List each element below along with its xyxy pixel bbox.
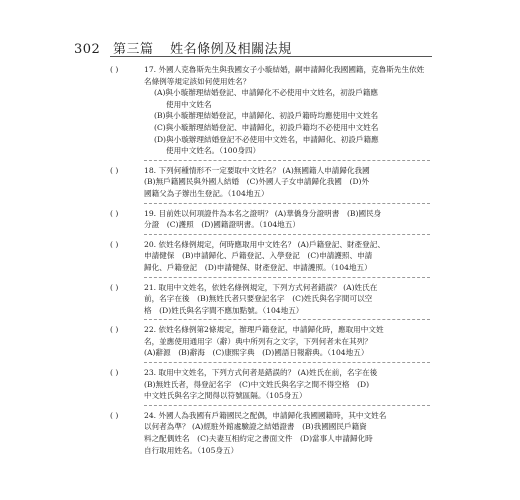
option-line: (B)與小璇辦理結婚登記，申請歸化、初設戶籍時均應使用中文姓名 [154, 111, 379, 121]
option-line: (A)辭源 (B)辭海 (C)康熙字典 (D)國語日報辭典。（104地五） [144, 348, 369, 358]
question-24 [110, 410, 430, 456]
question-19 [110, 208, 430, 231]
question-21 [110, 282, 430, 317]
answer-blank[interactable]: ( ) [110, 239, 119, 249]
option-line: 使用中文姓名。（100身四） [166, 146, 261, 156]
option-line: 格 (D)姓氏與名字間不應加點號。（104地五） [144, 305, 304, 315]
question-stem: 17. 外國人克魯斯先生與我國女子小璇結婚，嗣申請歸化我國國籍，克魯斯先生依姓名條例等規定該如何使用姓名？ [144, 65, 425, 86]
option-line: 名，並應使用通用字（辭）典中所列有之文字，下列何者未在其列？ [144, 336, 372, 346]
question-stem: 21. 取用中文姓名，依姓名條例規定，下列方式何者錯誤？ (A)姓氏在 [144, 282, 378, 292]
question-divider [144, 203, 430, 204]
option-line: (B)無戶籍國民與外國人結婚 (C)外國人子女申請歸化我國 (D)外 [144, 177, 370, 187]
question-divider [144, 405, 430, 406]
question-divider [144, 160, 430, 161]
option-line: 歸化、戶籍登記 (D)申請健保、財產登記、申請護照。（104地五） [144, 262, 372, 272]
question-divider [144, 362, 430, 363]
answer-blank[interactable]: ( ) [110, 165, 119, 175]
option-line: (A)與小璇辦理結婚登記、申請歸化不必使用中文姓名，初設戶籍應 [154, 88, 379, 98]
option-line: 分證 (C)護照 (D)國籍證明書。（104地五） [144, 220, 300, 230]
answer-blank[interactable]: ( ) [110, 65, 119, 74]
page-number: 302 [74, 42, 101, 57]
question-divider [144, 319, 430, 320]
option-line: 自行取用姓名。（105身五） [144, 445, 239, 455]
question-stem: 18. 下列何種情形不一定要取中文姓名？ (A)無國籍人申請歸化我國 [144, 165, 370, 175]
option-line: 國籍父為子辦出生登記。（104地五） [144, 188, 269, 198]
running-header [74, 38, 292, 57]
option-line: (D)與小璇辦理結婚登記不必使用中文姓名，申請歸化、初設戶籍應 [154, 134, 379, 144]
question-18 [110, 165, 430, 200]
question-17 [110, 64, 430, 157]
chapter-title: 姓名條例及相關法規 [170, 42, 292, 57]
part-label: 第三篇 [112, 42, 154, 57]
question-list [110, 64, 430, 456]
option-line: (B)無姓氏者，得登記名字 (C)中文姓氏與名字之間不得空格 (D) [144, 379, 370, 389]
question-23 [110, 367, 430, 402]
option-line: 前，名字在後 (B)無姓氏者只要登記名字 (C)姓氏與名字間可以空 [144, 294, 373, 304]
question-stem: 19. 目前姓以何項證件為本名之證明？ (A)華僑身分證明書 (B)國民身 [144, 208, 382, 218]
question-stem: 24. 外國人為我國有戶籍國民之配偶，申請歸化我國國籍時，其中文姓名 [144, 410, 387, 420]
question-20 [110, 239, 430, 274]
answer-blank[interactable]: ( ) [110, 368, 119, 378]
question-22 [110, 324, 430, 359]
option-line: 以何者為準？ (A)經駐外館處驗證之結婚證書 (B)我國國民戶籍資 [144, 422, 367, 432]
question-stem: 20. 依姓名條例規定，何時應取用中文姓名？ (A)戶籍登記、財產登記、 [144, 239, 385, 249]
option-line: 中文姓氏與名字之間得以符號區隔。（105身五） [144, 391, 307, 401]
answer-blank[interactable]: ( ) [110, 282, 119, 292]
question-divider [144, 277, 430, 278]
header-rule [110, 56, 432, 57]
answer-blank[interactable]: ( ) [110, 325, 119, 335]
question-divider [144, 234, 430, 235]
answer-blank[interactable]: ( ) [110, 208, 119, 218]
question-stem: 22. 依姓名條例第2條規定，辦理戶籍登記，申請歸化時，應取用中文姓 [144, 325, 384, 335]
option-line: 申請健保 (B)申請歸化、戶籍登記、入學登記 (C)申請護照、申請 [144, 251, 373, 261]
question-stem: 23. 取用中文姓名，下列方式何者是錯誤的？ (A)姓氏在前，名字在後 [144, 368, 378, 378]
option-line: 使用中文姓名 [166, 99, 212, 109]
option-line: (C)與小璇辦理結婚登記、申請歸化，初設戶籍均不必使用中文姓名 [154, 122, 379, 132]
answer-blank[interactable]: ( ) [110, 410, 119, 420]
option-line: 料之配偶姓名 (C)夫妻互相約定之書面文件 (D)當事人申請歸化時 [144, 434, 373, 444]
